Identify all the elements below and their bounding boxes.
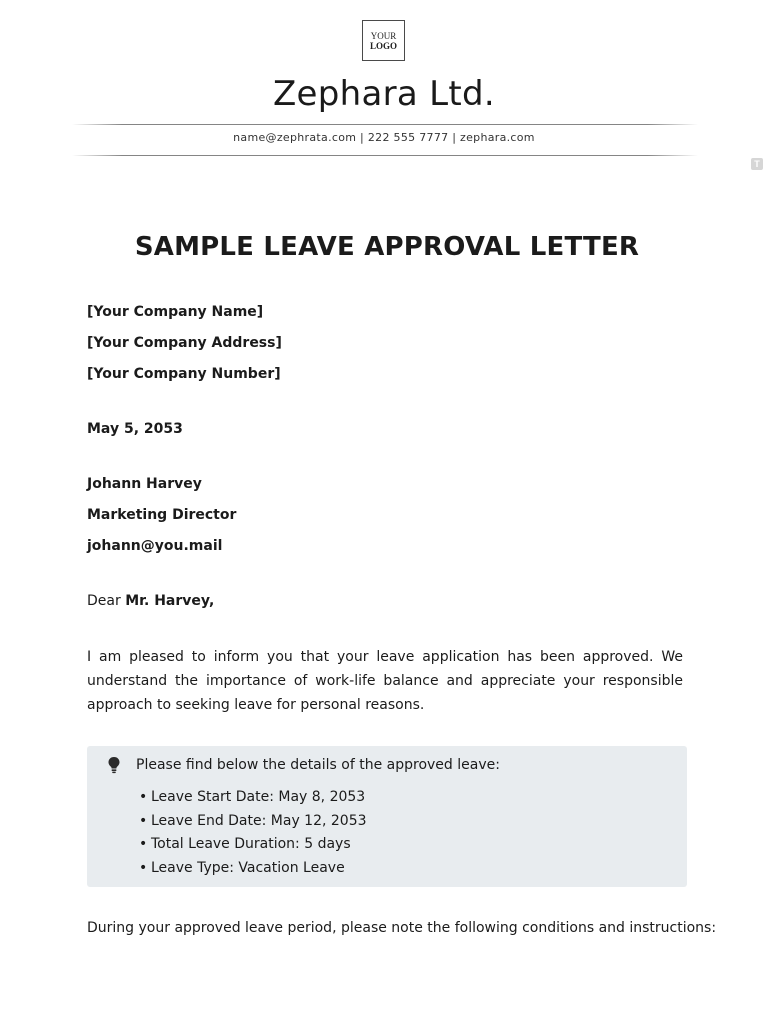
company-name-heading: Zephara Ltd. — [272, 74, 496, 114]
logo-text-line2: LOGO — [369, 40, 397, 51]
header-divider-bottom — [72, 155, 698, 156]
recipient-title: Marketing Director — [87, 507, 237, 523]
recipient-email: johann@you.mail — [87, 538, 223, 554]
leave-start-date: Leave Start Date: May 8, 2053 — [151, 789, 366, 805]
salutation — [87, 593, 214, 609]
callout-intro: Please find below the details of the approved leave: — [136, 757, 500, 773]
salutation-name: Mr. Harvey, — [125, 593, 215, 609]
header-divider-top — [72, 124, 698, 125]
leave-end-date: Leave End Date: May 12, 2053 — [151, 812, 367, 829]
sender-company-name: [Your Company Name] — [87, 304, 264, 320]
body-paragraph: I am pleased to inform you that your leave application has been approved. We understand the importance of work-life balance and appreciate your responsible approach to seeking leave for personal reasons. — [87, 649, 683, 713]
letter-date: May 5, 2053 — [87, 421, 183, 437]
leave-type: Leave Type: Vacation Leave — [151, 859, 345, 876]
recipient-name: Johann Harvey — [87, 476, 202, 492]
sender-company-address: [Your Company Address] — [87, 335, 282, 351]
leave-details-callout — [87, 746, 687, 887]
lightbulb-icon — [107, 756, 121, 774]
salutation-prefix: Dear — [87, 593, 126, 609]
closing-line: During your approved leave period, please note the following conditions and instructions: — [87, 920, 717, 936]
list-item: • Leave Start Date: May 8, 2053 — [139, 789, 366, 805]
company-logo — [362, 20, 405, 61]
sender-company-number: [Your Company Number] — [87, 366, 281, 382]
total-leave-duration: Total Leave Duration: 5 days — [151, 836, 351, 852]
logo-text-line1: YOUR — [370, 30, 397, 41]
contact-line: name@zephrata.com | 222 555 7777 | zephara.com — [233, 131, 535, 144]
leave-details-list — [139, 786, 367, 880]
document-title: SAMPLE LEAVE APPROVAL LETTER — [134, 232, 640, 262]
list-item: • Leave Type: Vacation Leave — [139, 859, 345, 876]
list-item: • Leave End Date: May 12, 2053 — [139, 812, 367, 829]
text-tool-icon[interactable]: T — [751, 158, 763, 170]
list-item: • Total Leave Duration: 5 days — [139, 836, 351, 852]
